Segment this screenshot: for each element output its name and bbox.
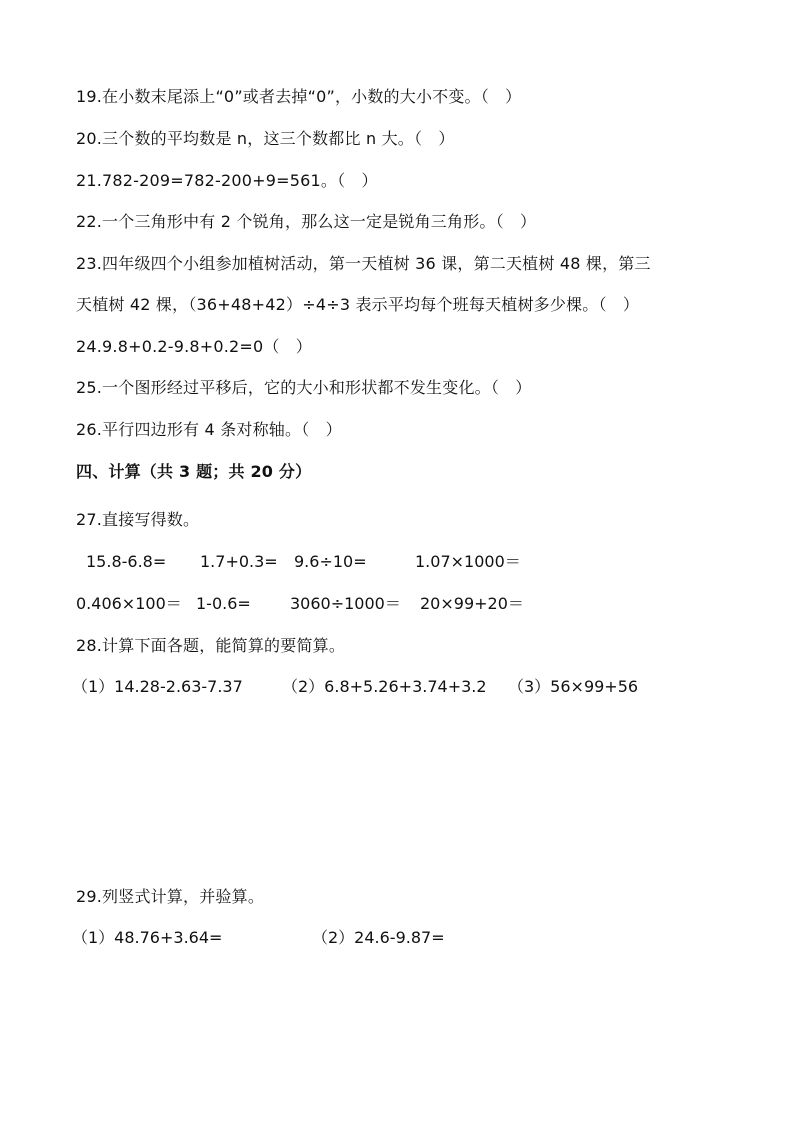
oral-calc-item: 15.8-6.8= — [86, 552, 167, 571]
question-29-title: 29.列竖式计算，并验算。 — [76, 887, 265, 906]
question-23-line2: 天植树 42 棵，（36+48+42）÷4÷3 表示平均每个班每天植树多少棵。（ ） — [76, 295, 640, 314]
question-26: 26.平行四边形有 4 条对称轴。（ ） — [76, 420, 342, 439]
simplify-item: （1）14.28-2.63-7.37 — [72, 677, 243, 696]
question-25: 25.一个图形经过平移后，它的大小和形状都不发生变化。（ ） — [76, 378, 532, 397]
section-heading: 四、计算（共 3 题；共 20 分） — [76, 462, 312, 481]
oral-calc-item: 20×99+20＝ — [420, 594, 524, 613]
oral-calc-item: 1.7+0.3= — [200, 552, 278, 571]
question-21: 21.782-209=782-200+9=561。（ ） — [76, 171, 378, 190]
question-22: 22.一个三角形中有 2 个锐角，那么这一定是锐角三角形。（ ） — [76, 212, 537, 231]
question-24: 24.9.8+0.2-9.8+0.2=0（ ） — [76, 337, 312, 356]
question-20: 20.三个数的平均数是 n，这三个数都比 n 大。（ ） — [76, 129, 455, 148]
oral-calc-item: 9.6÷10= — [294, 552, 367, 571]
question-19: 19.在小数末尾添上“0”或者去掉“0”，小数的大小不变。（ ） — [76, 87, 522, 106]
question-28-title: 28.计算下面各题，能简算的要简算。 — [76, 636, 346, 655]
question-27-title: 27.直接写得数。 — [76, 510, 200, 529]
vertical-calc-item: （2）24.6-9.87= — [312, 928, 445, 947]
question-23-line1: 23.四年级四个小组参加植树活动，第一天植树 36 课，第二天植树 48 棵，第三 — [76, 254, 651, 273]
oral-calc-item: 1-0.6= — [196, 594, 251, 613]
oral-calc-item: 1.07×1000＝ — [415, 552, 521, 571]
simplify-item: （3）56×99+56 — [508, 677, 639, 696]
oral-calc-item: 3060÷1000＝ — [290, 594, 401, 613]
vertical-calc-item: （1）48.76+3.64= — [72, 928, 223, 947]
oral-calc-item: 0.406×100＝ — [76, 594, 182, 613]
simplify-item: （2）6.8+5.26+3.74+3.2 — [282, 677, 487, 696]
